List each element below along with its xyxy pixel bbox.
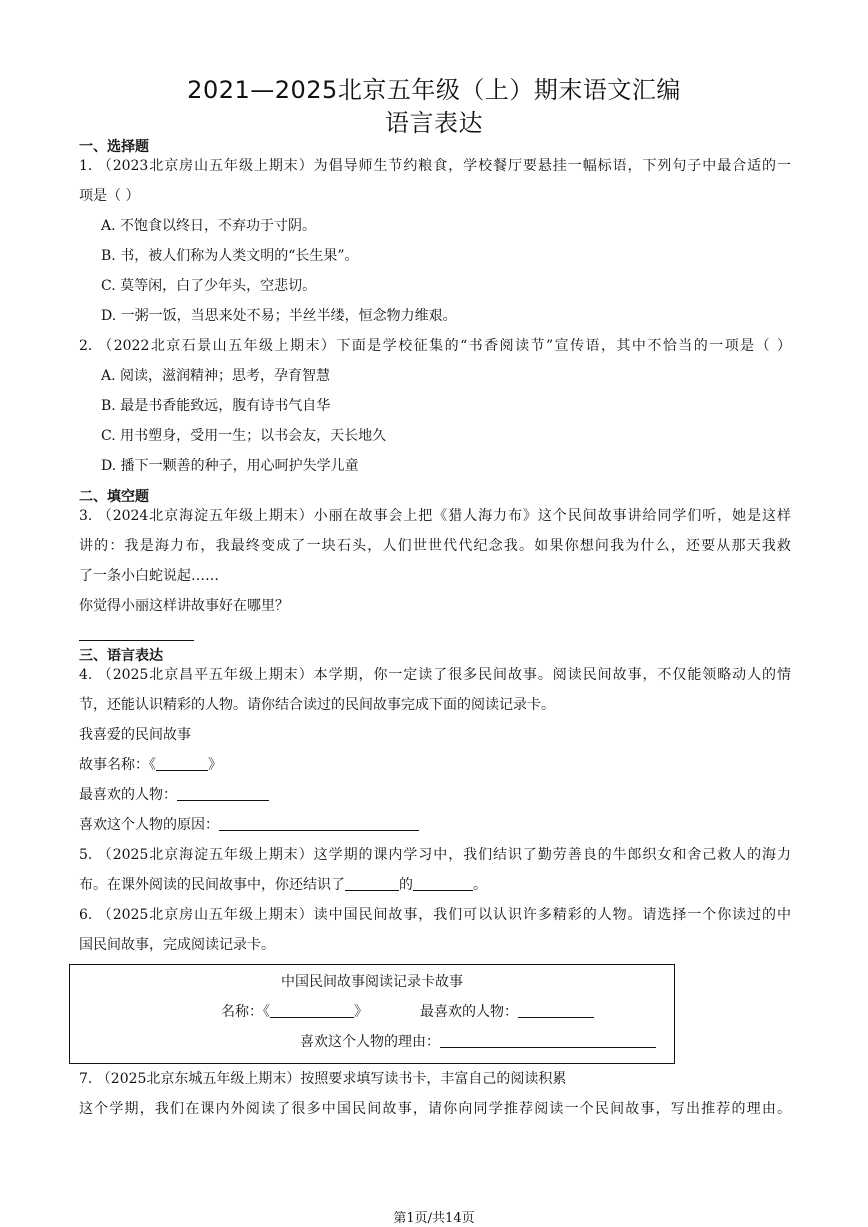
q1-stem-line1: 1. （2023北京房山五年级上期末）为倡导师生节约粮食，学校餐厅要悬挂一幅标语，下列句子中最合适的一: [79, 158, 791, 174]
page-subtitle: 语言表达: [385, 109, 483, 137]
q5-text-prefix: 布。在课外阅读的民间故事中，你还结识了: [79, 877, 345, 893]
q4-story-name-suffix: 》: [208, 757, 222, 773]
q4-reason-blank[interactable]: [219, 816, 419, 831]
q4-card-heading: 我喜爱的民间故事: [79, 727, 191, 743]
q5-text-mid: 的: [399, 877, 413, 893]
q5-stem-line2: [79, 876, 487, 894]
section-heading-fill: 二、填空题: [79, 489, 149, 505]
page-number: 第1页/共14页: [393, 1211, 475, 1226]
q2-option-a: A. 阅读，滋润精神；思考，孕育智慧: [101, 368, 331, 384]
q2-option-c: C. 用书塑身，受用一生；以书会友，天长地久: [101, 428, 387, 444]
q4-story-name-label: 故事名称：《: [79, 757, 156, 773]
q6-stem-line2: 国民间故事，完成阅读记录卡。: [79, 937, 275, 953]
q4-stem-line1: 4. （2025北京昌平五年级上期末）本学期，你一定读了很多民间故事。阅读民间故事，不仅能领略动人的情: [79, 667, 791, 683]
card-title: 中国民间故事阅读记录卡故事: [281, 974, 463, 990]
q4-stem-line2: 节，还能认识精彩的人物。请你结合读过的民间故事完成下面的阅读记录卡。: [79, 697, 555, 713]
q4-reason-label: 喜欢这个人物的原因：: [79, 817, 219, 833]
q2-stem: 2. （2022北京石景山五年级上期末）下面是学校征集的“书香阅读节”宣传语，其中不恰当的一项是（ ）: [79, 338, 791, 354]
card-character-row: [420, 1003, 594, 1021]
q6-stem-line1: 6. （2025北京房山五年级上期末）读中国民间故事，我们可以认识许多精彩的人物。请选择一个你读过的中: [79, 907, 791, 923]
q5-blank-2[interactable]: [413, 876, 473, 891]
card-name-suffix: 》: [354, 1004, 368, 1020]
q3-stem-line3: 了一条小白蛇说起……: [79, 568, 219, 584]
q7-stem-line2: 这个学期，我们在课内外阅读了很多中国民间故事，请你向同学推荐阅读一个民间故事，写出推荐的理由。: [79, 1101, 791, 1117]
q1-option-a: A. 不饱食以终日，不弃功于寸阴。: [101, 218, 317, 234]
q3-question: 你觉得小丽这样讲故事好在哪里？: [79, 598, 289, 614]
card-name-label: 名称：《: [221, 1004, 270, 1020]
q4-character-blank[interactable]: [177, 786, 269, 801]
q5-stem-line1: 5. （2025北京海淀五年级上期末）这学期的课内学习中，我们结识了勤劳善良的牛郎织女和舍己救人的海力: [79, 847, 791, 863]
page-title: 2021—2025北京五年级（上）期末语文汇编: [187, 76, 681, 104]
q5-blank-1[interactable]: [345, 876, 399, 891]
card-character-blank[interactable]: [518, 1003, 594, 1018]
q4-story-name-row: [79, 756, 222, 774]
q3-stem-line1: 3. （2024北京海淀五年级上期末）小丽在故事会上把《猎人海力布》这个民间故事讲给同学们听，她是这样: [79, 508, 791, 524]
q2-option-b: B. 最是书香能致远，腹有诗书气自华: [101, 398, 331, 414]
section-heading-expression: 三、语言表达: [79, 648, 163, 664]
q1-option-c: C. 莫等闲，白了少年头，空悲切。: [101, 278, 317, 294]
q4-character-label: 最喜欢的人物：: [79, 787, 177, 803]
q1-option-d: D. 一粥一饭，当思来处不易；半丝半缕，恒念物力维艰。: [101, 308, 457, 324]
q1-stem-line2: 项是（ ）: [79, 188, 140, 204]
card-character-label: 最喜欢的人物：: [420, 1004, 518, 1020]
q2-option-d: D. 播下一颗善的种子，用心呵护失学儿童: [101, 458, 359, 474]
q5-text-suffix: 。: [473, 877, 487, 893]
q3-answer-blank[interactable]: [79, 640, 194, 641]
card-name-row: [221, 1003, 368, 1021]
q1-option-b: B. 书，被人们称为人类文明的“长生果”。: [101, 248, 359, 264]
q3-stem-line2: 讲的：我是海力布，我最终变成了一块石头，人们世世代代纪念我。如果你想问我为什么，还要从那天我救: [79, 538, 791, 554]
q4-reason-row: [79, 816, 419, 834]
q4-story-name-blank[interactable]: [156, 756, 208, 771]
q7-stem-line1: 7. （2025北京东城五年级上期末）按照要求填写读书卡，丰富自己的阅读积累: [79, 1071, 567, 1087]
q4-character-row: [79, 786, 269, 804]
card-reason-row: [300, 1033, 656, 1051]
card-reason-label: 喜欢这个人物的理由：: [300, 1034, 440, 1050]
reading-record-card: [69, 964, 675, 1064]
card-reason-blank[interactable]: [440, 1033, 656, 1048]
card-name-blank[interactable]: [270, 1003, 354, 1018]
section-heading-choice: 一、选择题: [79, 139, 149, 155]
